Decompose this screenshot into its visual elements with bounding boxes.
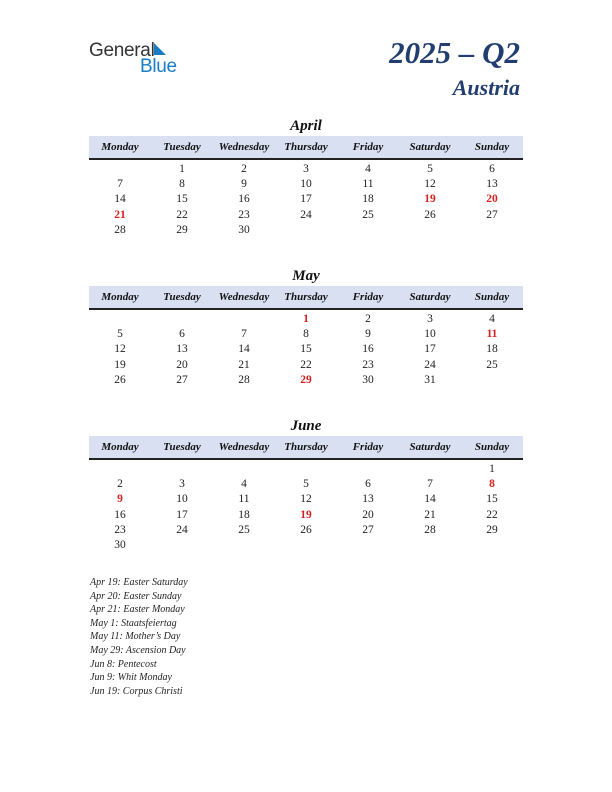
weekday-label: Monday [101,441,139,453]
date-cell: 27 [176,373,188,386]
date-cell: 30 [238,223,250,236]
date-cell: 11 [238,493,250,506]
date-cell: 21 [238,358,250,371]
weekday-header [89,136,523,160]
date-cell: 15 [300,343,312,356]
date-cell: 4 [365,163,371,175]
weekday-label: Saturday [409,141,451,153]
holiday-note: Jun 19: Corpus Christi [90,685,183,697]
date-cell: 25 [486,358,498,371]
date-cell [399,223,461,238]
date-cell: 12 [300,493,312,506]
date-cell [213,538,275,553]
date-cell [461,223,523,238]
weekday-label: Wednesday [218,141,270,153]
holiday-date-cell: 21 [114,208,126,221]
week-row [89,177,523,192]
date-cell: 30 [362,373,374,386]
date-cell: 25 [238,523,250,536]
week-row [89,462,523,477]
date-cell: 19 [114,358,126,371]
date-cell: 2 [365,313,371,325]
date-cell [461,373,523,388]
date-cell: 6 [489,163,495,175]
logo-triangle-icon [154,43,166,55]
date-cell: 28 [114,223,126,236]
date-cell: 4 [241,478,247,491]
date-cell: 29 [486,523,498,536]
month-name: June [290,418,322,434]
date-cell: 17 [424,343,436,356]
date-cell: 9 [365,328,371,341]
holiday-date-cell: 19 [300,508,312,521]
weekday-label: Sunday [474,291,510,303]
date-cell: 8 [303,328,309,341]
date-cell: 12 [114,343,126,356]
date-cell: 20 [362,508,374,521]
date-cell: 14 [424,493,436,506]
week-row [89,508,523,523]
month-june [89,416,523,553]
month-april [89,116,523,238]
date-cell: 14 [238,343,250,356]
date-cell: 5 [427,163,433,175]
holiday-date-cell: 20 [486,193,498,206]
date-cell: 23 [238,208,250,221]
date-cell: 31 [424,373,436,386]
holiday-note: May 1: Staatsfeiertag [90,617,177,629]
date-cell: 1 [489,463,495,475]
holiday-note: May 11: Mother’s Day [90,631,181,643]
date-cell: 17 [300,193,312,206]
holiday-note: Apr 20: Easter Sunday [90,590,182,602]
weekday-label: Thursday [284,441,328,453]
date-cell: 7 [241,328,247,341]
date-cell: 23 [362,358,374,371]
holiday-date-cell: 9 [117,493,123,506]
date-cell: 3 [303,163,309,175]
weekday-label: Sunday [474,441,510,453]
month-name: April [290,118,322,134]
date-cell: 2 [117,478,123,491]
weekday-header [89,436,523,460]
date-cell [399,462,461,477]
date-cell: 27 [486,208,498,221]
date-cell: 5 [117,328,123,341]
date-cell: 10 [176,493,188,506]
logo-word-general: General [89,40,155,61]
week-row [89,492,523,507]
holiday-notes [90,576,188,698]
date-cell [337,223,399,238]
date-cell: 28 [424,523,436,536]
weekday-label: Tuesday [163,441,201,453]
date-cell: 7 [427,478,433,491]
month-name: May [292,268,320,284]
date-cell: 22 [300,358,312,371]
date-cell [275,223,337,238]
date-cell: 29 [176,223,188,236]
date-cell [89,312,151,327]
country-subtitle: Austria [452,75,520,100]
date-cell [213,312,275,327]
date-cell: 2 [241,163,247,175]
logo [89,40,189,76]
week-row [89,208,523,223]
weekday-label: Thursday [284,291,328,303]
date-cell: 3 [427,313,433,325]
date-cell: 22 [486,508,498,521]
month-may [89,266,523,388]
date-cell: 24 [176,523,188,536]
date-cell: 16 [238,193,250,206]
date-cell: 16 [362,343,374,356]
date-cell: 15 [176,193,188,206]
date-cell: 11 [362,178,374,191]
date-cell: 13 [176,343,188,356]
date-cell [151,312,213,327]
date-cell: 6 [365,478,371,491]
holiday-note: Apr 21: Easter Monday [90,604,185,616]
weekday-label: Saturday [409,441,451,453]
week-row [89,312,523,327]
date-cell: 18 [486,343,498,356]
holiday-note: Apr 19: Easter Saturday [90,577,188,588]
date-cell: 1 [179,163,185,175]
week-row [89,192,523,207]
weekday-label: Thursday [284,141,328,153]
date-cell [89,162,151,177]
week-row [89,523,523,538]
date-cell: 18 [238,508,250,521]
date-cell: 10 [300,178,312,191]
week-row [89,373,523,388]
holiday-date-cell: 11 [486,328,498,341]
holiday-date-cell: 19 [424,193,436,206]
date-cell [461,538,523,553]
date-cell: 8 [179,178,185,191]
date-cell: 7 [117,178,123,191]
date-cell [151,462,213,477]
date-cell: 14 [114,193,126,206]
week-row [89,342,523,357]
date-cell: 20 [176,358,188,371]
date-cell: 26 [424,208,436,221]
date-cell: 26 [114,373,126,386]
weekday-label: Saturday [409,291,451,303]
weekday-label: Monday [101,291,139,303]
date-cell: 4 [489,313,495,325]
date-cell: 15 [486,493,498,506]
date-cell [337,538,399,553]
week-row [89,538,523,553]
date-cell: 28 [238,373,250,386]
weekday-label: Friday [352,141,384,153]
weekday-label: Wednesday [218,441,270,453]
weekday-label: Friday [352,291,384,303]
date-cell: 13 [486,178,498,191]
date-cell [151,538,213,553]
date-cell: 21 [424,508,436,521]
date-cell: 27 [362,523,374,536]
holiday-date-cell: 29 [300,373,312,386]
week-row [89,223,523,238]
weekday-label: Friday [352,441,384,453]
date-cell: 6 [179,328,185,341]
date-cell: 12 [424,178,436,191]
date-cell [213,462,275,477]
date-cell: 3 [179,478,185,491]
date-cell: 25 [362,208,374,221]
week-row [89,327,523,342]
logo-word-blue: Blue [140,56,177,77]
date-cell: 5 [303,478,309,491]
week-row [89,162,523,177]
weekday-label: Wednesday [218,291,270,303]
holiday-date-cell: 1 [303,313,309,325]
date-cell: 30 [114,538,126,551]
date-cell: 10 [424,328,436,341]
weekday-label: Tuesday [163,291,201,303]
date-cell: 9 [241,178,247,191]
date-cell: 17 [176,508,188,521]
weekday-label: Monday [101,141,139,153]
page-title: 2025 – Q2 [389,35,520,70]
holiday-note: Jun 8: Pentecost [90,658,157,670]
week-row [89,477,523,492]
weekday-header [89,286,523,310]
date-cell: 16 [114,508,126,521]
date-cell: 24 [424,358,436,371]
week-row [89,358,523,373]
date-cell [275,538,337,553]
date-cell: 13 [362,493,374,506]
date-cell [337,462,399,477]
holiday-note: Jun 9: Whit Monday [90,672,172,684]
weekday-label: Sunday [474,141,510,153]
date-cell: 24 [300,208,312,221]
date-cell [275,462,337,477]
holiday-date-cell: 8 [489,478,495,491]
date-cell: 23 [114,523,126,536]
date-cell [399,538,461,553]
date-cell: 26 [300,523,312,536]
date-cell: 22 [176,208,188,221]
holiday-note: May 29: Ascension Day [90,644,186,656]
date-cell: 18 [362,193,374,206]
date-cell [89,462,151,477]
weekday-label: Tuesday [163,141,201,153]
